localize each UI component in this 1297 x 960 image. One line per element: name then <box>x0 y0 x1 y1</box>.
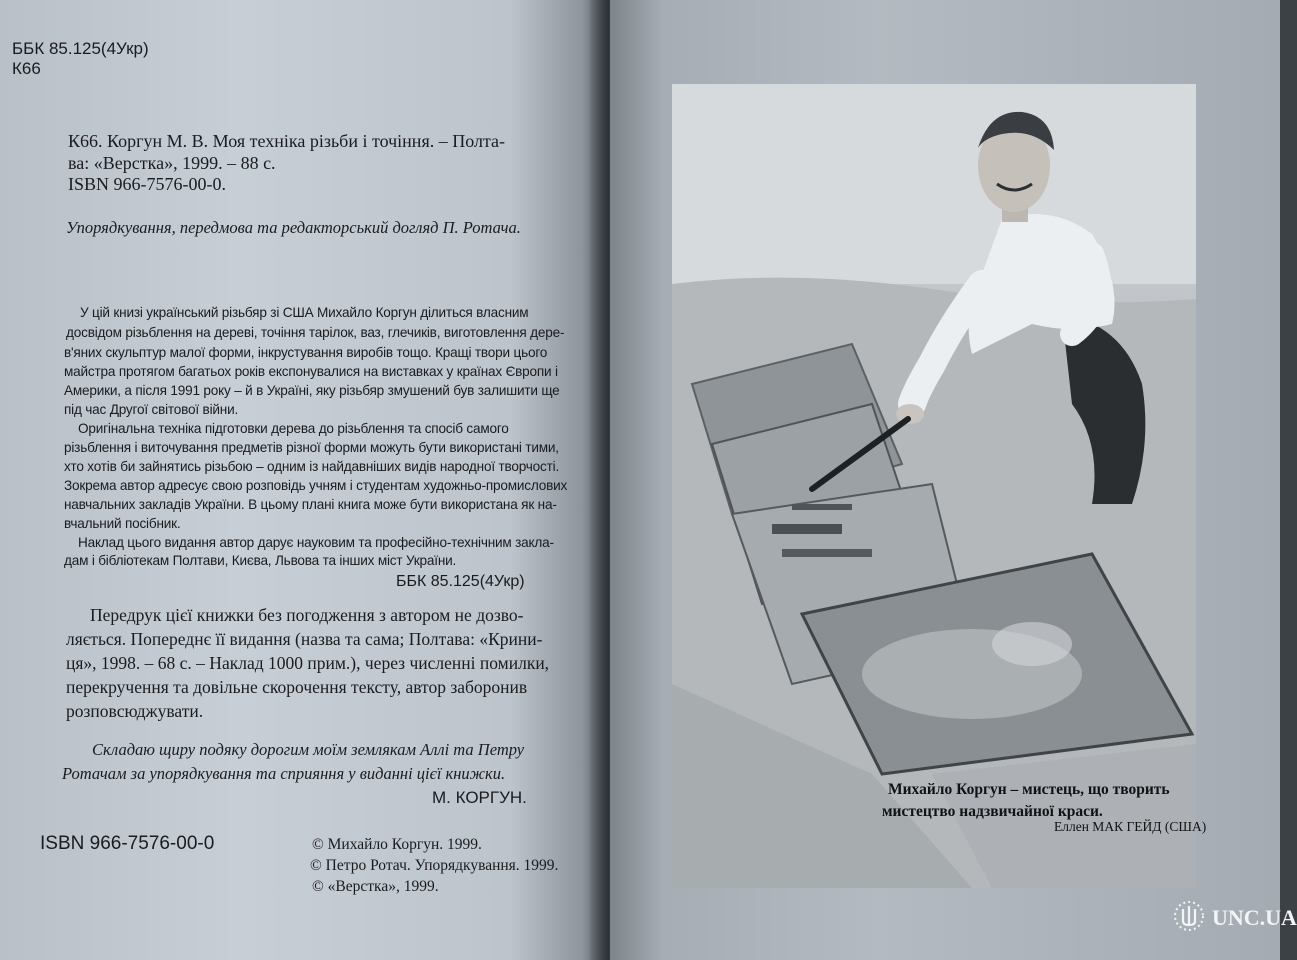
reprint-line: перекручення та довільне скорочення тексту, автор заборонив <box>66 677 528 697</box>
watermark-text: UNC.UA <box>1212 905 1297 930</box>
annotation-line: досвідом різьблення на дереві, точіння тарілок, ваз, глечиків, виготовлення дере- <box>66 325 565 340</box>
annotation-line: навчальних закладів України. В цьому плані книга може бути використана як на- <box>64 497 557 512</box>
thanks-line: Складаю щиру подяку дорогим моїм землякам Аллі та Петру <box>92 740 525 759</box>
editor-note: Упорядкування, передмова та редакторський догляд П. Ротача. <box>66 218 521 237</box>
thanks-signature: М. КОРГУН. <box>432 788 527 807</box>
annotation-line: Зокрема автор адресує свою розповідь учням і студентам художньо-промислових <box>64 478 568 493</box>
annotation-line: Америки, а після 1991 року – й в Україні, яку різьбяр змушений був залишити ще <box>64 383 560 398</box>
annotation-line: майстра протягом багатьох років експонувалися на виставках у країнах Європи і <box>64 364 558 379</box>
annotation-line: Наклад цього видання автор дарує науковим та професійно-технічним закла- <box>78 535 554 550</box>
annotation-line: під час Другої світової війни. <box>64 402 239 417</box>
author-code: К66 <box>12 59 41 78</box>
catalog-line: ва: «Верстка», 1999. – 88 с. <box>68 153 276 173</box>
annotation-line: вчальний посібник. <box>64 516 181 531</box>
copyright-line: © Петро Ротач. Упорядкування. 1999. <box>310 857 559 874</box>
isbn: ISBN 966-7576-00-0 <box>40 833 215 854</box>
photo-illustration <box>672 84 1196 888</box>
photo-caption-attribution: Еллен МАК ГЕЙД (США) <box>1054 819 1207 834</box>
author-photo <box>672 84 1196 888</box>
reprint-line: розповсюджувати. <box>66 701 204 721</box>
photo-caption-line: мистецтво надзвичайної краси. <box>882 803 1103 820</box>
copyright-line: © «Верстка», 1999. <box>312 878 439 895</box>
bbk-header: ББК 85.125(4Укр) <box>12 39 149 58</box>
reprint-line: Передрук цієї книжки без погодження з автором не дозво- <box>90 605 524 625</box>
annotation-line: хто хотів би зайнятись різьбою – одним із найдавніших видів народної творчості. <box>64 459 560 474</box>
reprint-line: ляється. Попереднє її видання (назва та сама; Полтава: «Крини- <box>66 629 543 649</box>
catalog-line: К66. Коргун М. В. Моя техніка різьби і точіння. – Полта- <box>68 131 506 151</box>
ukraine-trident-icon <box>1170 897 1208 935</box>
annotation-line: в'яних скульптур малої форми, інкрустування виробів тощо. Кращі твори цього <box>64 345 548 360</box>
annotation-line: Оригінальна техніка підготовки дерева до різьблення та спосіб самого <box>78 421 509 436</box>
annotation-line: У цій книзі український різьбяр зі США Михайло Коргун ділиться власним <box>80 305 529 320</box>
thanks-line: Ротачам за упорядкування та сприяння у виданні цієї книжки. <box>62 764 506 783</box>
bbk-footer: ББК 85.125(4Укр) <box>396 573 525 590</box>
catalog-line: ISBN 966-7576-00-0. <box>68 174 226 194</box>
annotation-line: дам і бібліотекам Полтави, Києва, Львова та інших міст України. <box>64 553 457 568</box>
reprint-line: ця», 1998. – 68 с. – Наклад 1000 прим.), через численні помилки, <box>66 653 550 673</box>
copyright-line: © Михайло Коргун. 1999. <box>312 836 482 853</box>
annotation-line: різьблення і виточування предметів різної форми можуть бути використані тими, <box>64 440 559 455</box>
photo-caption-line: Михайло Коргун – мистець, що творить <box>888 781 1170 798</box>
